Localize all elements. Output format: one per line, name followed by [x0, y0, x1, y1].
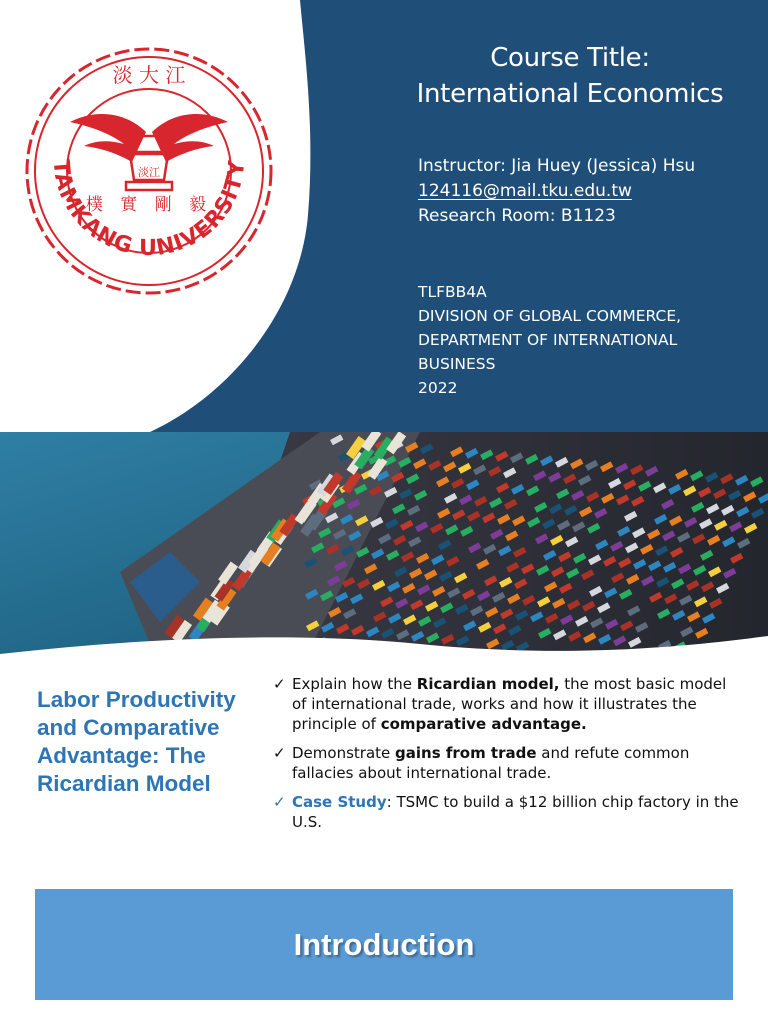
logo-motto: 樸 實 剛 毅	[85, 195, 213, 215]
title-slide	[0, 0, 768, 432]
objective-text: the most basic model of international trade, works and how it illustrates the principle of	[292, 675, 727, 733]
course-title-label: Course Title:	[490, 43, 650, 73]
objective-text: and refute common fallacies about international trade.	[292, 744, 690, 782]
tamkang-university-logo	[18, 40, 280, 302]
objective-text: : TSMC to build a $12 billion chip factory in the U.S.	[292, 793, 739, 831]
objective-text: Explain how the	[292, 675, 417, 693]
objective-keyword: gains from trade	[395, 744, 537, 762]
logo-university-text: TAMKANG UNIVERSITY	[47, 158, 251, 262]
checkmark-icon: ✓	[273, 675, 286, 693]
learning-objectives-list	[272, 674, 742, 841]
chapter-title: Labor Productivity and Comparative Advantage: The Ricardian Model	[37, 687, 236, 796]
checkmark-icon: ✓	[273, 793, 286, 811]
instructor-email-link[interactable]: 124116@mail.tku.edu.tw	[418, 181, 632, 201]
department-name-line2: BUSINESS	[418, 355, 496, 373]
objective-text: Demonstrate	[292, 744, 396, 762]
container-port-illustration	[0, 432, 768, 668]
logo-seal-char: 淡江	[138, 166, 160, 179]
case-study-label: Case Study	[292, 793, 387, 811]
checkmark-icon: ✓	[273, 744, 286, 762]
course-year: 2022	[418, 379, 458, 397]
objective-keyword: Ricardian model,	[416, 675, 560, 693]
logo-top-chars: 淡 大 江	[112, 63, 186, 87]
container-port-photo	[0, 432, 768, 668]
objective-item	[272, 674, 742, 734]
course-title-name: International Economics	[416, 79, 724, 109]
department-name-line1: DEPARTMENT OF INTERNATIONAL	[418, 331, 678, 349]
objective-keyword: comparative advantage.	[380, 715, 587, 733]
course-code: TLFBB4A	[418, 283, 487, 301]
instructor-name: Instructor: Jia Huey (Jessica) Hsu	[418, 156, 696, 176]
research-room: Research Room: B1123	[418, 206, 616, 226]
introduction-title: Introduction	[293, 927, 475, 962]
course-details	[418, 280, 748, 400]
course-title	[395, 40, 745, 112]
objective-item	[272, 743, 742, 783]
objective-item	[272, 792, 742, 832]
division-name: DIVISION OF GLOBAL COMMERCE,	[418, 307, 682, 325]
introduction-banner	[35, 889, 733, 1000]
instructor-info	[418, 154, 695, 229]
